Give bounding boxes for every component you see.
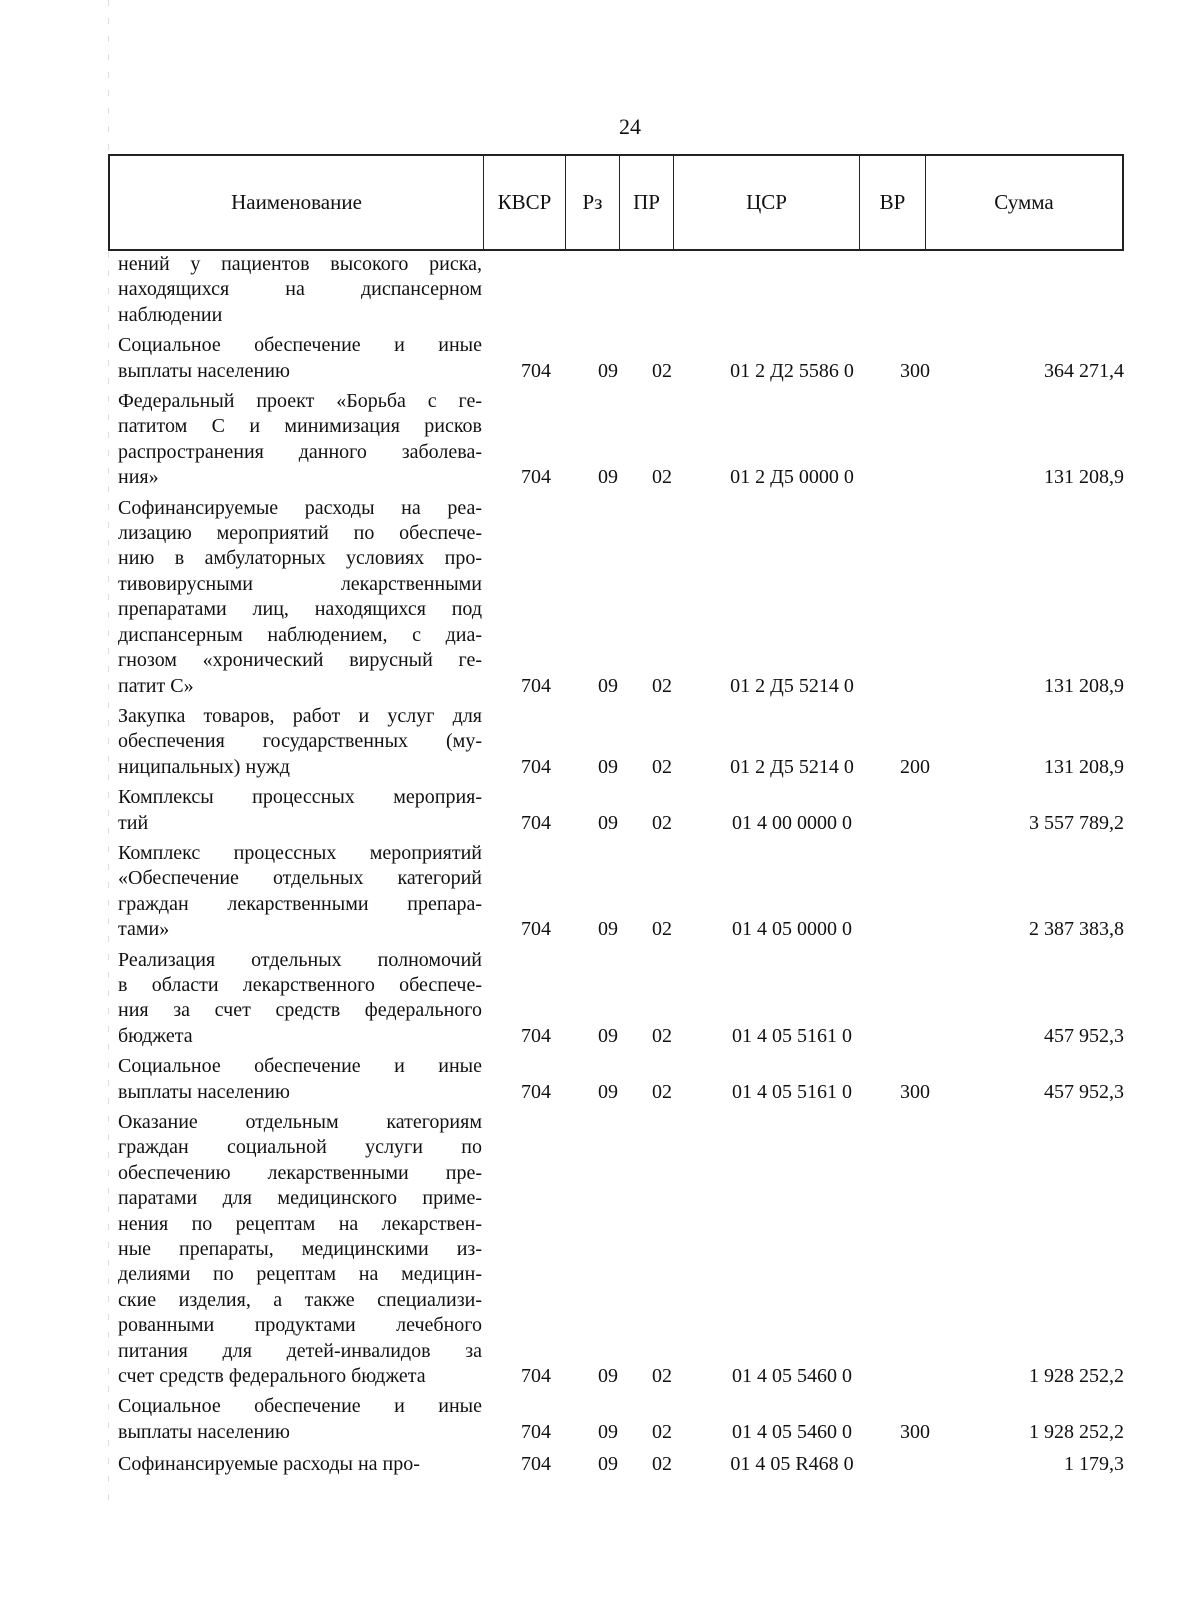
row-kvsr: 704 — [521, 1365, 551, 1388]
row-kvsr: 704 — [521, 1024, 551, 1047]
row-name — [118, 704, 482, 780]
row-name-line: находящихся на диспансерном — [118, 278, 482, 301]
row-csr: 01 4 05 5460 0 — [732, 1420, 852, 1443]
table-row — [0, 948, 1200, 1050]
row-name — [118, 1054, 482, 1105]
row-name-line: обеспечению лекарственными пре- — [118, 1161, 482, 1184]
row-vr: 300 — [900, 1080, 930, 1103]
row-vr: 300 — [900, 1420, 930, 1443]
table-row — [0, 252, 1200, 328]
row-name — [118, 1452, 482, 1477]
row-rz: 09 — [598, 918, 618, 941]
row-name-line: ниципальных) нужд — [118, 755, 290, 778]
row-name-line: Оказание отдельным категориям — [118, 1111, 482, 1133]
row-name-line: Федеральный проект «Борьба с ге- — [118, 390, 482, 413]
table-row — [0, 1394, 1200, 1445]
row-csr: 01 4 05 0000 0 — [732, 918, 852, 941]
row-name-line: лизацию мероприятий по обеспече- — [118, 522, 482, 545]
row-name-line: Закупка товаров, работ и услуг для — [118, 704, 482, 727]
row-name-line: патитом С и минимизация рисков — [118, 415, 482, 438]
row-name-line: выплаты населению — [118, 359, 290, 382]
row-name-line: ные препараты, медицинскими из- — [118, 1238, 482, 1261]
row-name-line: питания для детей-инвалидов за — [118, 1339, 482, 1362]
row-pr: 02 — [652, 1080, 672, 1103]
row-pr: 02 — [652, 359, 672, 382]
row-kvsr: 704 — [521, 359, 551, 382]
row-sum: 457 952,3 — [1044, 1024, 1124, 1047]
row-name-line: распространения данного заболева- — [118, 440, 482, 463]
row-name-line: тий — [118, 811, 149, 834]
row-sum: 457 952,3 — [1044, 1080, 1124, 1103]
row-csr: 01 4 05 5161 0 — [732, 1080, 852, 1103]
row-name — [118, 948, 482, 1050]
row-name-line: препаратами лиц, находящихся под — [118, 598, 482, 621]
row-name-line: тами» — [118, 918, 170, 941]
row-name — [118, 252, 482, 328]
table-header — [108, 154, 1124, 251]
table-row — [0, 1452, 1200, 1477]
table-row — [0, 841, 1200, 943]
row-name-line: Комплекс процессных мероприятий — [118, 841, 482, 864]
row-name-line: граждан лекарственными препара- — [118, 892, 482, 915]
row-sum: 131 208,9 — [1044, 466, 1124, 489]
row-name — [118, 785, 482, 836]
row-name-line: нений у пациентов высокого риска, — [118, 253, 482, 275]
row-name-line: счет средств федерального бюджета — [118, 1365, 426, 1388]
table-row — [0, 704, 1200, 780]
row-sum: 1 928 252,2 — [1029, 1420, 1124, 1443]
row-csr: 01 2 Д5 0000 0 — [730, 466, 854, 489]
row-rz: 09 — [598, 466, 618, 489]
row-csr: 01 2 Д5 5214 0 — [730, 755, 854, 778]
column-header-kvsr: КВСР — [484, 156, 566, 249]
row-kvsr: 704 — [521, 466, 551, 489]
row-pr: 02 — [652, 1420, 672, 1443]
column-header-vr: ВР — [860, 156, 926, 249]
row-sum: 1 928 252,2 — [1029, 1365, 1124, 1388]
row-sum: 3 557 789,2 — [1029, 811, 1124, 834]
row-name — [118, 841, 482, 943]
row-vr: 300 — [900, 359, 930, 382]
row-name — [118, 496, 482, 699]
row-name-line: рованными продуктами лечебного — [118, 1314, 482, 1337]
row-pr: 02 — [652, 674, 672, 697]
row-name-line: в области лекарственного обеспече- — [118, 973, 482, 996]
row-name-line: нения по рецептам на лекарствен- — [118, 1212, 482, 1235]
row-pr: 02 — [652, 1453, 672, 1476]
row-rz: 09 — [598, 1420, 618, 1443]
row-name-line: Социальное обеспечение и иные — [118, 1395, 482, 1418]
row-name-line: Социальное обеспечение и иные — [118, 334, 482, 357]
row-kvsr: 704 — [521, 1080, 551, 1103]
row-name — [118, 1394, 482, 1445]
row-name-line: выплаты населению — [118, 1080, 290, 1103]
row-name-line: граждан социальной услуги по — [118, 1136, 482, 1159]
row-rz: 09 — [598, 1024, 618, 1047]
row-name-line: нию в амбулаторных условиях про- — [118, 547, 482, 570]
row-rz: 09 — [598, 1453, 618, 1476]
row-name-line: Реализация отдельных полномочий — [118, 948, 482, 971]
row-rz: 09 — [598, 1080, 618, 1103]
row-pr: 02 — [652, 755, 672, 778]
row-kvsr: 704 — [521, 918, 551, 941]
row-name-line: патит С» — [118, 674, 194, 697]
row-name-line: бюджета — [118, 1024, 193, 1047]
row-kvsr: 704 — [521, 1420, 551, 1443]
row-name-line: диспансерным наблюдением, с диа- — [118, 623, 482, 646]
row-name — [118, 1110, 482, 1389]
row-name-line: наблюдении — [118, 303, 223, 326]
column-header-name: Наименование — [110, 156, 484, 249]
row-pr: 02 — [652, 811, 672, 834]
row-name — [118, 389, 482, 491]
row-pr: 02 — [652, 1024, 672, 1047]
row-kvsr: 704 — [521, 674, 551, 697]
row-csr: 01 4 05 5460 0 — [732, 1365, 852, 1388]
row-rz: 09 — [598, 755, 618, 778]
row-name-line: ские изделия, а также специализи- — [118, 1288, 482, 1311]
row-name-line: выплаты населению — [118, 1420, 290, 1443]
row-rz: 09 — [598, 359, 618, 382]
table-row — [0, 389, 1200, 491]
row-csr: 01 4 05 R468 0 — [730, 1453, 854, 1476]
row-kvsr: 704 — [521, 755, 551, 778]
row-name-line: тивовирусными лекарственными — [118, 572, 482, 595]
row-name-line: ния» — [118, 466, 159, 489]
row-csr: 01 4 00 0000 0 — [732, 811, 852, 834]
row-name-line: Софинансируемые расходы на про- — [118, 1453, 420, 1476]
row-name-line: гнозом «хронический вирусный ге- — [118, 649, 482, 672]
row-name-line: Социальное обеспечение и иные — [118, 1055, 482, 1078]
page-number: 24 — [619, 114, 641, 139]
column-header-sum: Сумма — [994, 190, 1054, 214]
row-sum: 2 387 383,8 — [1029, 918, 1124, 941]
row-csr: 01 4 05 5161 0 — [732, 1024, 852, 1047]
row-name-line: обеспечения государственных (му- — [118, 730, 482, 753]
row-name-line: Софинансируемые расходы на реа- — [118, 496, 482, 519]
table-row — [0, 785, 1200, 836]
row-kvsr: 704 — [521, 1453, 551, 1476]
table-row — [0, 1054, 1200, 1105]
table-body — [0, 252, 1200, 1478]
row-name-line: ния за счет средств федерального — [118, 999, 482, 1022]
row-kvsr: 704 — [521, 811, 551, 834]
row-pr: 02 — [652, 466, 672, 489]
row-rz: 09 — [598, 674, 618, 697]
row-csr: 01 2 Д2 5586 0 — [730, 359, 854, 382]
row-name-line: паратами для медицинского приме- — [118, 1187, 482, 1210]
row-name-line: делиями по рецептам на медицин- — [118, 1263, 482, 1286]
row-name-line: Комплексы процессных мероприя- — [118, 786, 482, 809]
row-rz: 09 — [598, 1365, 618, 1388]
row-sum: 131 208,9 — [1044, 674, 1124, 697]
row-vr: 200 — [900, 755, 930, 778]
row-pr: 02 — [652, 1365, 672, 1388]
column-header-rz: Рз — [566, 156, 620, 249]
table-row — [0, 1110, 1200, 1389]
column-header-pr: ПР — [620, 156, 674, 249]
row-sum: 131 208,9 — [1044, 755, 1124, 778]
row-name-line: «Обеспечение отдельных категорий — [118, 867, 482, 890]
table-row — [0, 496, 1200, 699]
column-header-csr: ЦСР — [674, 156, 860, 249]
row-name — [118, 333, 482, 384]
row-sum: 364 271,4 — [1044, 359, 1124, 382]
row-sum: 1 179,3 — [1064, 1453, 1124, 1476]
row-pr: 02 — [652, 918, 672, 941]
table-row — [0, 333, 1200, 384]
row-rz: 09 — [598, 811, 618, 834]
row-csr: 01 2 Д5 5214 0 — [730, 674, 854, 697]
